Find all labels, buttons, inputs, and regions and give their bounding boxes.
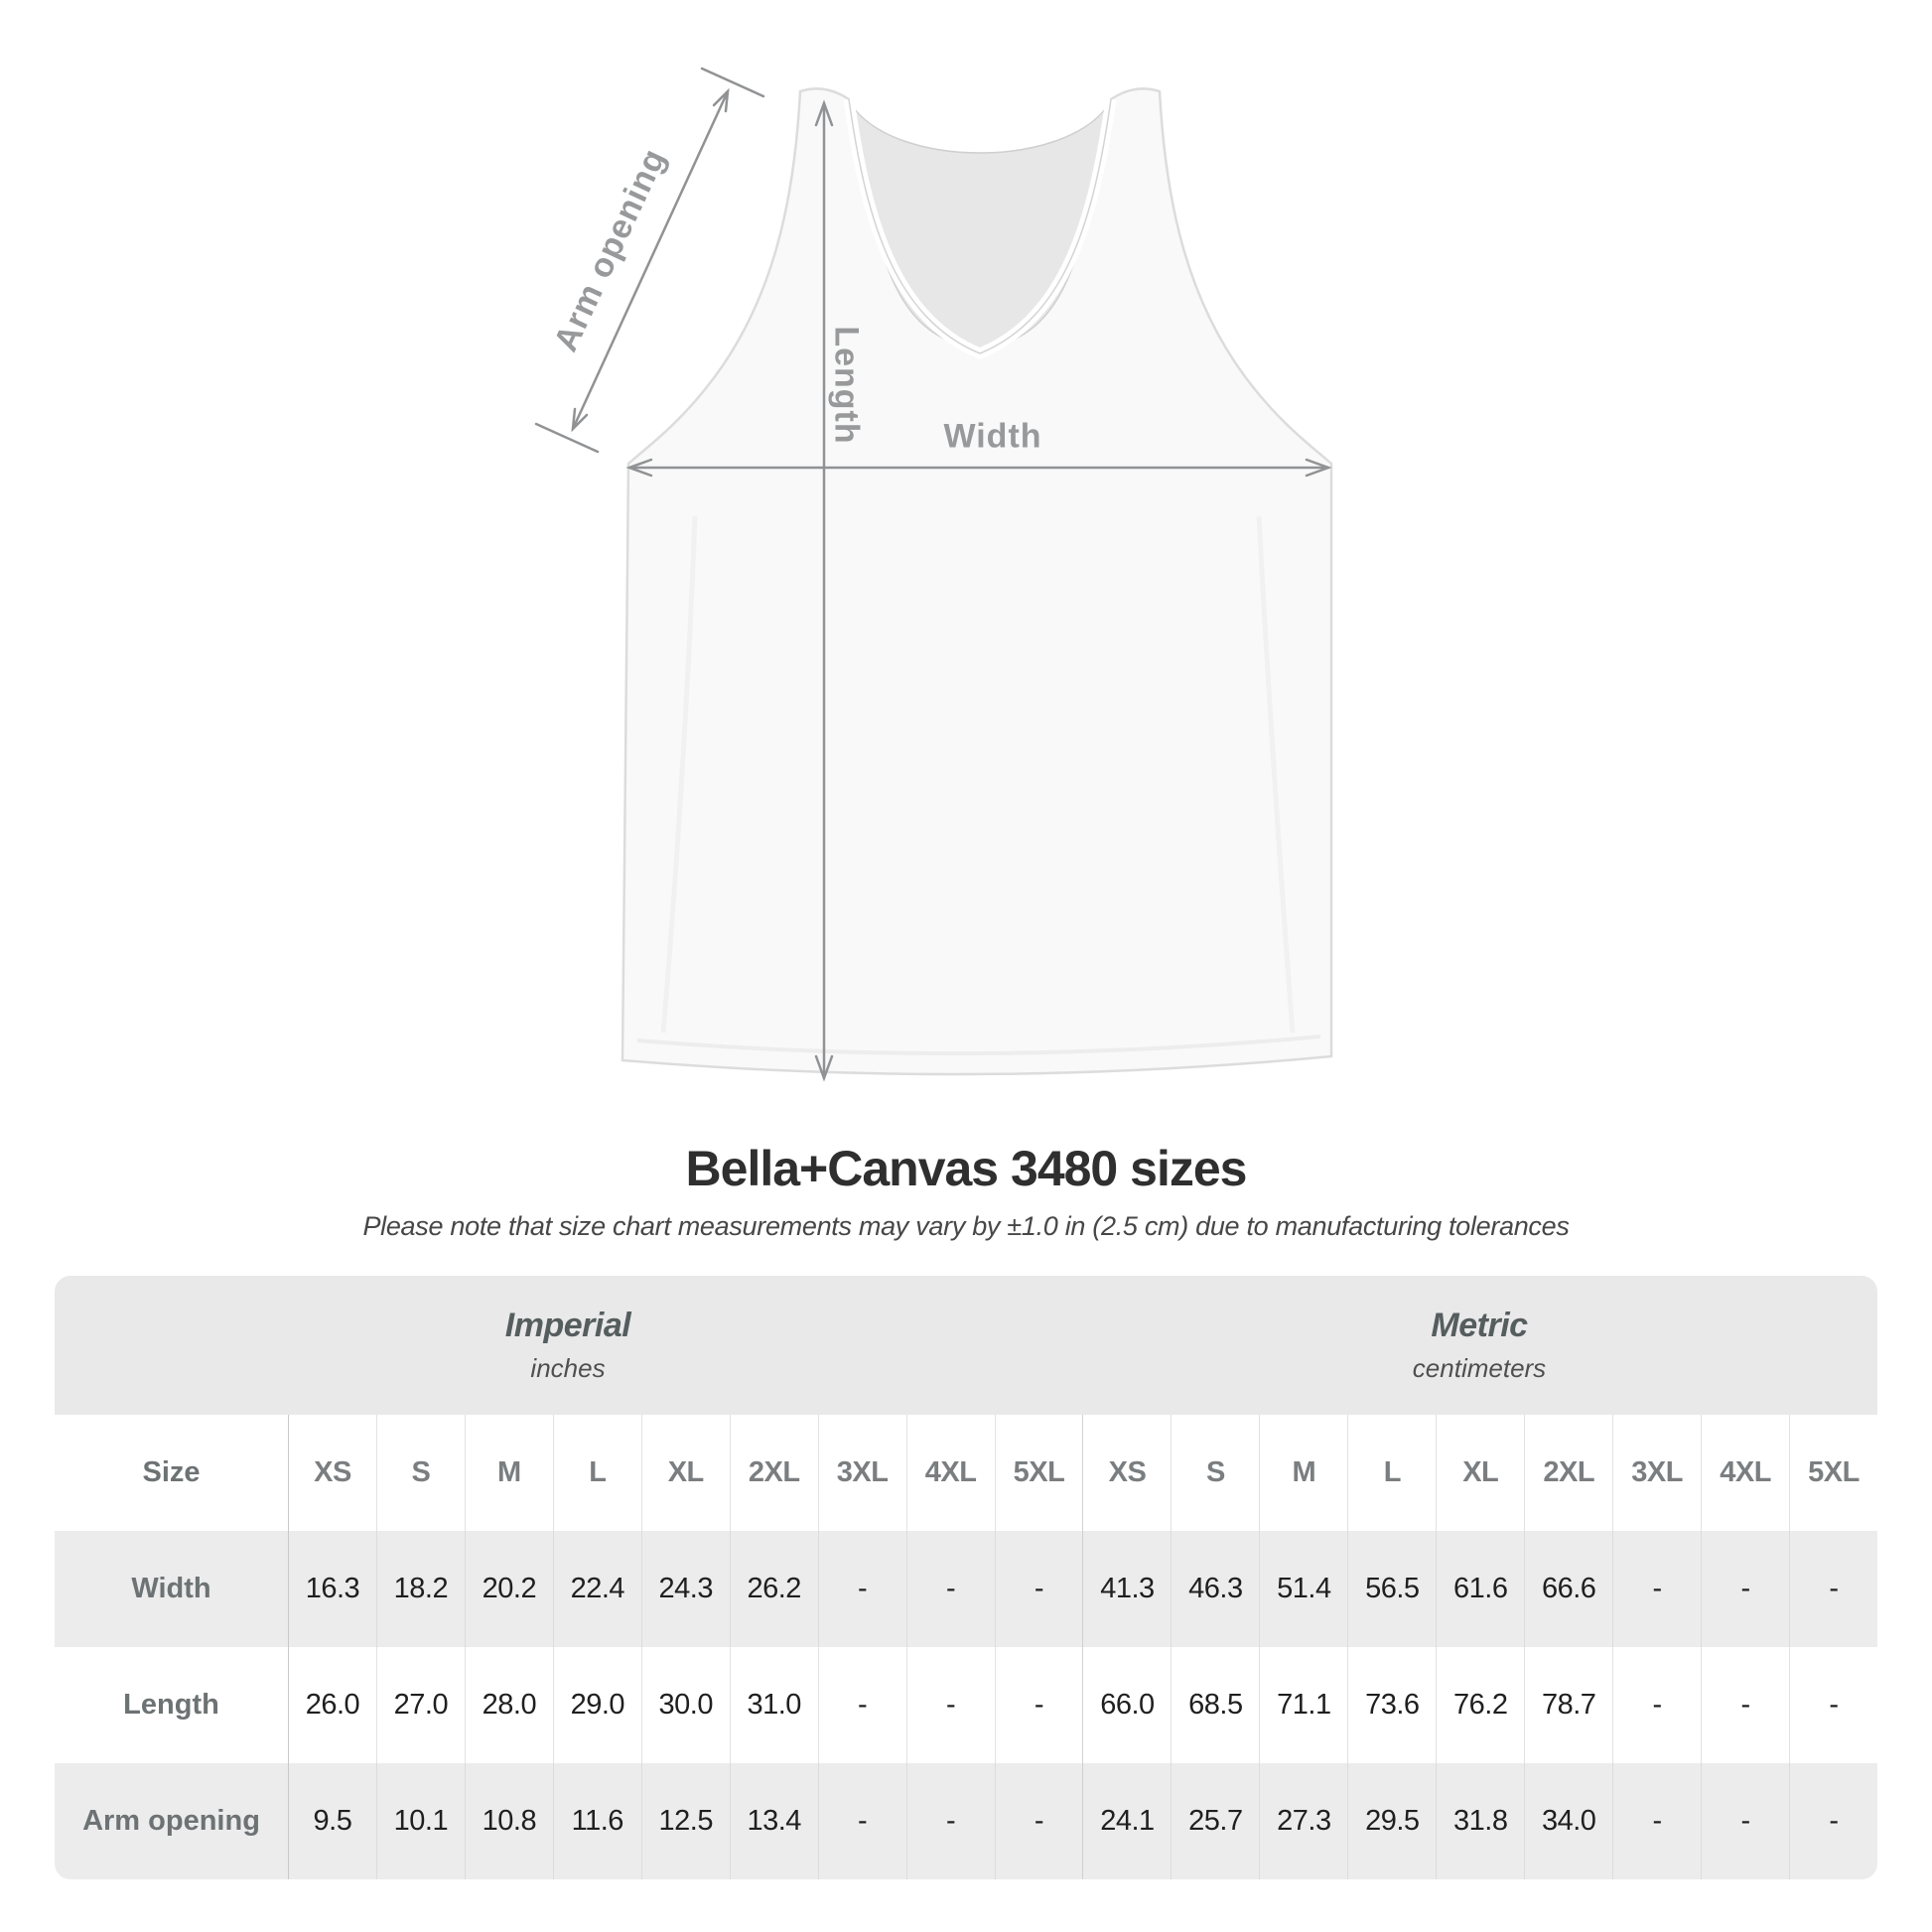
value-cell: - bbox=[1701, 1531, 1789, 1647]
value-cell: 68.5 bbox=[1171, 1647, 1259, 1763]
size-table-grid bbox=[55, 1415, 1877, 1879]
size-header-cell: 2XL bbox=[730, 1415, 818, 1531]
value-cell: - bbox=[995, 1763, 1083, 1879]
value-cell: 61.6 bbox=[1436, 1531, 1524, 1647]
value-cell: 27.3 bbox=[1259, 1763, 1347, 1879]
value-cell: 76.2 bbox=[1436, 1647, 1524, 1763]
value-cell: 56.5 bbox=[1347, 1531, 1436, 1647]
value-cell: - bbox=[1612, 1763, 1701, 1879]
value-cell: - bbox=[906, 1531, 995, 1647]
value-cell: 29.5 bbox=[1347, 1763, 1436, 1879]
size-header-cell: XL bbox=[1436, 1415, 1524, 1531]
size-header-cell: XL bbox=[641, 1415, 730, 1531]
arm-opening-dimension-label: Arm opening bbox=[546, 142, 674, 357]
value-cell: 78.7 bbox=[1524, 1647, 1612, 1763]
value-cell: - bbox=[1789, 1531, 1877, 1647]
value-cell: 20.2 bbox=[465, 1531, 553, 1647]
size-header-cell: M bbox=[465, 1415, 553, 1531]
value-cell: 66.0 bbox=[1082, 1647, 1171, 1763]
value-cell: 27.0 bbox=[376, 1647, 465, 1763]
value-cell: 11.6 bbox=[553, 1763, 641, 1879]
metric-unit-header bbox=[1413, 1276, 1546, 1415]
metric-label: Metric bbox=[1431, 1307, 1528, 1344]
size-header-cell: 5XL bbox=[1789, 1415, 1877, 1531]
value-cell: 28.0 bbox=[465, 1647, 553, 1763]
value-cell: 9.5 bbox=[288, 1763, 376, 1879]
size-header-cell: L bbox=[1347, 1415, 1436, 1531]
size-header-cell: 4XL bbox=[906, 1415, 995, 1531]
size-header-cell: 4XL bbox=[1701, 1415, 1789, 1531]
value-cell: - bbox=[906, 1763, 995, 1879]
size-header-cell: M bbox=[1259, 1415, 1347, 1531]
size-header-cell: S bbox=[1171, 1415, 1259, 1531]
value-cell: - bbox=[818, 1531, 906, 1647]
value-cell: 25.7 bbox=[1171, 1763, 1259, 1879]
imperial-label: Imperial bbox=[504, 1307, 631, 1344]
value-cell: 71.1 bbox=[1259, 1647, 1347, 1763]
column-header-size: Size bbox=[55, 1415, 288, 1531]
row-label-width: Width bbox=[55, 1531, 288, 1647]
value-cell: - bbox=[995, 1531, 1083, 1647]
value-cell: - bbox=[1701, 1763, 1789, 1879]
value-cell: 22.4 bbox=[553, 1531, 641, 1647]
size-table bbox=[55, 1276, 1877, 1879]
size-header-cell: XS bbox=[1082, 1415, 1171, 1531]
value-cell: 26.2 bbox=[730, 1531, 818, 1647]
tank-top-shape bbox=[622, 88, 1331, 1074]
row-label-length: Length bbox=[55, 1647, 288, 1763]
value-cell: - bbox=[1789, 1763, 1877, 1879]
value-cell: 12.5 bbox=[641, 1763, 730, 1879]
size-header-cell: 3XL bbox=[818, 1415, 906, 1531]
value-cell: - bbox=[906, 1647, 995, 1763]
value-cell: - bbox=[1612, 1647, 1701, 1763]
tolerance-note: Please note that size chart measurements may vary by ±1.0 in (2.5 cm) due to manufacturing tolerances bbox=[362, 1211, 1570, 1241]
width-dimension-label: Width bbox=[943, 417, 1042, 456]
value-cell: - bbox=[1701, 1647, 1789, 1763]
size-header-cell: 5XL bbox=[995, 1415, 1083, 1531]
value-cell: 30.0 bbox=[641, 1647, 730, 1763]
value-cell: 24.3 bbox=[641, 1531, 730, 1647]
value-cell: 31.0 bbox=[730, 1647, 818, 1763]
imperial-unit-header bbox=[505, 1276, 630, 1415]
value-cell: 18.2 bbox=[376, 1531, 465, 1647]
row-label-arm-opening: Arm opening bbox=[55, 1763, 288, 1879]
size-header-cell: S bbox=[376, 1415, 465, 1531]
value-cell: - bbox=[995, 1647, 1083, 1763]
imperial-sublabel: inches bbox=[530, 1353, 606, 1383]
value-cell: 10.8 bbox=[465, 1763, 553, 1879]
value-cell: 24.1 bbox=[1082, 1763, 1171, 1879]
value-cell: - bbox=[1612, 1531, 1701, 1647]
value-cell: 66.6 bbox=[1524, 1531, 1612, 1647]
value-cell: 29.0 bbox=[553, 1647, 641, 1763]
value-cell: 13.4 bbox=[730, 1763, 818, 1879]
value-cell: 26.0 bbox=[288, 1647, 376, 1763]
value-cell: 31.8 bbox=[1436, 1763, 1524, 1879]
value-cell: - bbox=[818, 1647, 906, 1763]
value-cell: 16.3 bbox=[288, 1531, 376, 1647]
value-cell: 34.0 bbox=[1524, 1763, 1612, 1879]
value-cell: - bbox=[1789, 1647, 1877, 1763]
size-header-cell: L bbox=[553, 1415, 641, 1531]
value-cell: 41.3 bbox=[1082, 1531, 1171, 1647]
size-header-cell: 3XL bbox=[1612, 1415, 1701, 1531]
unit-header-band bbox=[55, 1276, 1877, 1415]
page-title: Bella+Canvas 3480 sizes bbox=[685, 1141, 1247, 1196]
value-cell: 46.3 bbox=[1171, 1531, 1259, 1647]
metric-sublabel: centimeters bbox=[1412, 1353, 1547, 1383]
length-dimension-label: Length bbox=[827, 326, 866, 445]
value-cell: 10.1 bbox=[376, 1763, 465, 1879]
size-header-cell: XS bbox=[288, 1415, 376, 1531]
value-cell: - bbox=[818, 1763, 906, 1879]
value-cell: 73.6 bbox=[1347, 1647, 1436, 1763]
value-cell: 51.4 bbox=[1259, 1531, 1347, 1647]
size-header-cell: 2XL bbox=[1524, 1415, 1612, 1531]
